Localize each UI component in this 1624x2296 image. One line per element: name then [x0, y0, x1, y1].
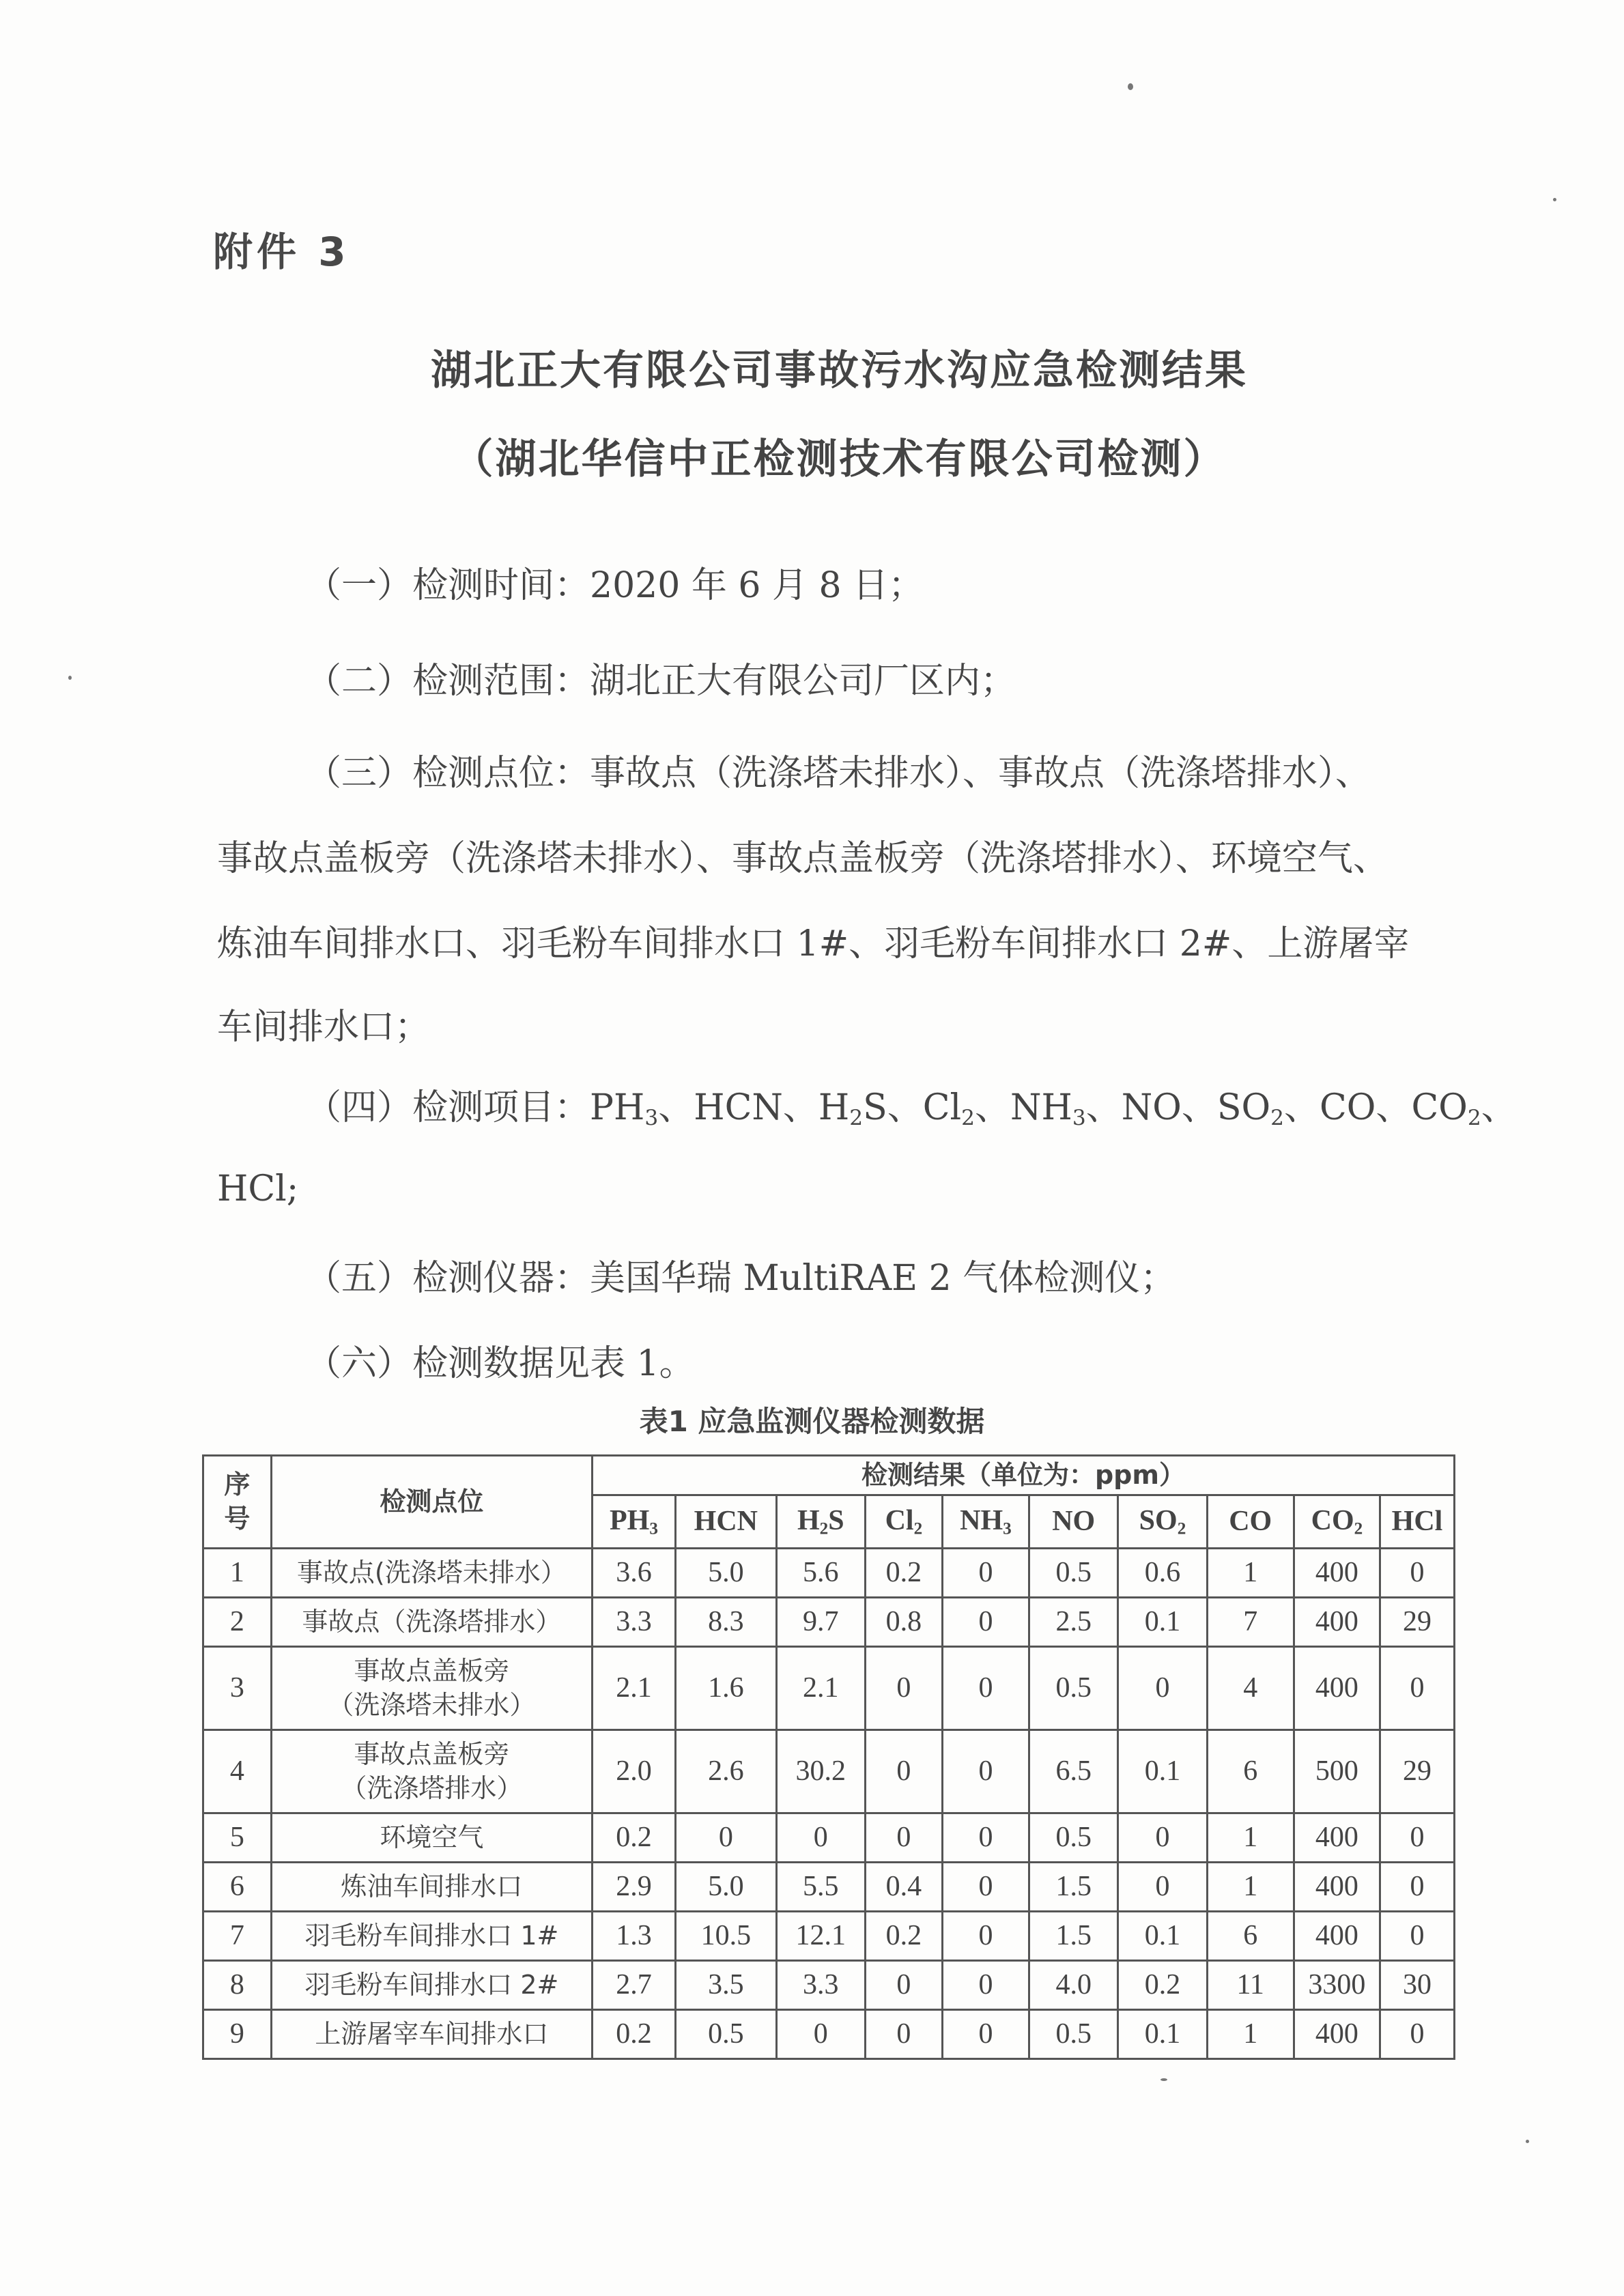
row-value: 0	[865, 1961, 942, 2010]
row-value: 2.7	[592, 1961, 675, 2010]
section-items	[306, 1078, 1517, 1130]
row-value: 7	[1207, 1598, 1294, 1647]
row-value: 0.1	[1118, 1912, 1207, 1961]
row-value: 6	[1207, 1730, 1294, 1813]
row-value: 2.6	[676, 1730, 777, 1813]
section-items-prefix: （四）检测项目：	[306, 1087, 590, 1128]
row-value: 0	[942, 1647, 1029, 1730]
section-points-line4: 车间排水口；	[217, 1007, 431, 1048]
row-point: 炼油车间排水口	[271, 1863, 592, 1912]
row-value: 5.0	[676, 1549, 777, 1598]
row-value: 29	[1380, 1598, 1455, 1647]
column-header: $NH_3$	[942, 1495, 1029, 1549]
row-value: 6	[1207, 1912, 1294, 1961]
document-subtitle: （湖北华信中正检测技术有限公司检测）	[452, 435, 1227, 483]
row-value: 0	[776, 2010, 865, 2059]
row-value: 2.0	[592, 1730, 675, 1813]
column-header: NO	[1029, 1495, 1118, 1549]
row-value: 0	[942, 2010, 1029, 2059]
row-value: 0.2	[1118, 1961, 1207, 2010]
row-value: 1.6	[676, 1647, 777, 1730]
row-point: 羽毛粉车间排水口 1#	[271, 1912, 592, 1961]
row-seq: 6	[203, 1863, 272, 1912]
row-value: 29	[1380, 1730, 1455, 1813]
section-time: （一）检测时间：2020 年 6 月 8 日；	[306, 565, 924, 606]
table-row	[203, 1863, 1455, 1912]
column-header: CO	[1207, 1495, 1294, 1549]
row-value: 0	[942, 1961, 1029, 2010]
header-results: 检测结果（单位为：ppm）	[592, 1456, 1454, 1495]
row-value: 400	[1294, 1813, 1380, 1863]
row-value: 2.9	[592, 1863, 675, 1912]
row-point: 事故点（洗涤塔排水）	[271, 1598, 592, 1647]
row-value: 1.5	[1029, 1863, 1118, 1912]
row-value: 1	[1207, 1549, 1294, 1598]
row-value: 12.1	[776, 1912, 865, 1961]
table-row	[203, 1730, 1455, 1813]
header-point: 检测点位	[271, 1456, 592, 1549]
table-row	[203, 1598, 1455, 1647]
row-value: 0.1	[1118, 2010, 1207, 2059]
row-seq: 9	[203, 2010, 272, 2059]
detection-item: $PH_3$	[590, 1087, 659, 1130]
row-value: 2.1	[776, 1647, 865, 1730]
row-point: 事故点(洗涤塔未排水）	[271, 1549, 592, 1598]
detection-item: $Cl_2$	[922, 1087, 975, 1130]
table-body	[203, 1549, 1455, 2059]
row-value: 0	[1118, 1863, 1207, 1912]
row-seq: 8	[203, 1961, 272, 2010]
column-header: $H_2S$	[776, 1495, 865, 1549]
row-value: 1	[1207, 2010, 1294, 2059]
row-value: 30	[1380, 1961, 1455, 2010]
row-value: 0	[942, 1598, 1029, 1647]
row-seq: 7	[203, 1912, 272, 1961]
row-value: 0	[776, 1813, 865, 1863]
detection-item: $CO_2$	[1411, 1087, 1481, 1130]
row-value: 4.0	[1029, 1961, 1118, 2010]
row-value: 3300	[1294, 1961, 1380, 2010]
row-value: 400	[1294, 1912, 1380, 1961]
row-value: 0.5	[676, 2010, 777, 2059]
section-points-line3: 炼油车间排水口、羽毛粉车间排水口 1#、羽毛粉车间排水口 2#、上游屠宰	[217, 923, 1410, 964]
table-row	[203, 2010, 1455, 2059]
row-seq: 1	[203, 1549, 272, 1598]
row-seq: 5	[203, 1813, 272, 1863]
row-value: 0	[1380, 2010, 1455, 2059]
row-value: 0.1	[1118, 1730, 1207, 1813]
section-scope: （二）检测范围：湖北正大有限公司厂区内；	[306, 661, 1016, 702]
row-value: 0	[1380, 1813, 1455, 1863]
row-value: 1.3	[592, 1912, 675, 1961]
row-value: 0	[1118, 1647, 1207, 1730]
row-point: 事故点盖板旁 （洗涤塔未排水）	[271, 1647, 592, 1730]
row-value: 400	[1294, 2010, 1380, 2059]
row-value: 400	[1294, 1863, 1380, 1912]
row-value: 30.2	[776, 1730, 865, 1813]
detection-items-list: $PH_3$、HCN、$H_2S$、$Cl_2$、$NH_3$、NO、$SO_2$、CO、$CO_2$、	[590, 1087, 1517, 1130]
column-header: HCl	[1380, 1495, 1455, 1549]
row-value: 9.7	[776, 1598, 865, 1647]
column-header: $PH_3$	[592, 1495, 675, 1549]
row-value: 3.6	[592, 1549, 675, 1598]
section-points-line1: （三）检测点位：事故点（洗涤塔未排水）、事故点（洗涤塔排水）、	[306, 753, 1371, 794]
row-value: 0	[865, 1730, 942, 1813]
row-value: 0.4	[865, 1863, 942, 1912]
column-header: $CO_2$	[1294, 1495, 1380, 1549]
row-value: 5.0	[676, 1863, 777, 1912]
header-seq: 序 号	[203, 1456, 272, 1549]
row-value: 0.2	[865, 1912, 942, 1961]
detection-item: NO	[1121, 1087, 1182, 1128]
row-value: 0.8	[865, 1598, 942, 1647]
row-value: 11	[1207, 1961, 1294, 2010]
row-seq: 3	[203, 1647, 272, 1730]
table-row	[203, 1961, 1455, 2010]
row-value: 2.5	[1029, 1598, 1118, 1647]
row-value: 0	[1380, 1912, 1455, 1961]
table-row	[203, 1549, 1455, 1598]
table-caption: 表1 应急监测仪器检测数据	[639, 1405, 985, 1438]
column-header: HCN	[676, 1495, 777, 1549]
row-value: 0	[1380, 1549, 1455, 1598]
row-value: 0.6	[1118, 1549, 1207, 1598]
row-value: 0	[676, 1813, 777, 1863]
row-point: 上游屠宰车间排水口	[271, 2010, 592, 2059]
detection-item: $H_2S$	[818, 1087, 887, 1130]
row-value: 5.5	[776, 1863, 865, 1912]
row-point: 事故点盖板旁 （洗涤塔排水）	[271, 1730, 592, 1813]
row-point: 环境空气	[271, 1813, 592, 1863]
detection-item: $SO_2$	[1216, 1087, 1284, 1130]
row-value: 0.5	[1029, 2010, 1118, 2059]
row-value: 3.5	[676, 1961, 777, 2010]
row-value: 10.5	[676, 1912, 777, 1961]
row-value: 400	[1294, 1598, 1380, 1647]
detection-item: HCN	[694, 1087, 783, 1128]
row-value: 0	[1380, 1863, 1455, 1912]
row-value: 400	[1294, 1549, 1380, 1598]
attachment-label: 附件 3	[213, 229, 350, 275]
document-title: 湖北正大有限公司事故污水沟应急检测结果	[431, 347, 1248, 394]
detection-item: $NH_3$	[1010, 1087, 1086, 1130]
column-header: $SO_2$	[1118, 1495, 1207, 1549]
row-value: 0.5	[1029, 1813, 1118, 1863]
row-value: 8.3	[676, 1598, 777, 1647]
column-header: $Cl_2$	[865, 1495, 942, 1549]
section-items-line2: HCl;	[217, 1168, 299, 1209]
row-value: 2.1	[592, 1647, 675, 1730]
row-value: 0.1	[1118, 1598, 1207, 1647]
row-value: 1.5	[1029, 1912, 1118, 1961]
row-value: 6.5	[1029, 1730, 1118, 1813]
section-instrument: （五）检测仪器：美国华瑞 MultiRAE 2 气体检测仪；	[306, 1258, 1176, 1299]
table-row	[203, 1912, 1455, 1961]
row-value: 0.2	[592, 1813, 675, 1863]
row-value: 0	[942, 1549, 1029, 1598]
row-value: 3.3	[592, 1598, 675, 1647]
section-data-ref: （六）检测数据见表 1。	[306, 1343, 695, 1384]
detection-data-table	[202, 1454, 1455, 2060]
table-row	[203, 1813, 1455, 1863]
row-value: 0	[865, 1813, 942, 1863]
row-value: 0.2	[865, 1549, 942, 1598]
row-value: 0	[865, 1647, 942, 1730]
row-value: 1	[1207, 1813, 1294, 1863]
row-value: 400	[1294, 1647, 1380, 1730]
row-value: 0	[865, 2010, 942, 2059]
row-value: 4	[1207, 1647, 1294, 1730]
row-value: 0	[942, 1730, 1029, 1813]
row-value: 0	[942, 1813, 1029, 1863]
row-value: 0.5	[1029, 1549, 1118, 1598]
section-points-line2: 事故点盖板旁（洗涤塔未排水）、事故点盖板旁（洗涤塔排水）、环境空气、	[217, 838, 1389, 879]
row-value: 0	[942, 1863, 1029, 1912]
row-value: 0.5	[1029, 1647, 1118, 1730]
row-value: 0	[1118, 1813, 1207, 1863]
row-point: 羽毛粉车间排水口 2#	[271, 1961, 592, 2010]
row-value: 1	[1207, 1863, 1294, 1912]
row-seq: 2	[203, 1598, 272, 1647]
table-row	[203, 1647, 1455, 1730]
row-value: 5.6	[776, 1549, 865, 1598]
detection-item: CO	[1320, 1087, 1376, 1128]
row-value: 0.2	[592, 2010, 675, 2059]
row-value: 0	[942, 1912, 1029, 1961]
row-seq: 4	[203, 1730, 272, 1813]
row-value: 0	[1380, 1647, 1455, 1730]
row-value: 500	[1294, 1730, 1380, 1813]
row-value: 3.3	[776, 1961, 865, 2010]
